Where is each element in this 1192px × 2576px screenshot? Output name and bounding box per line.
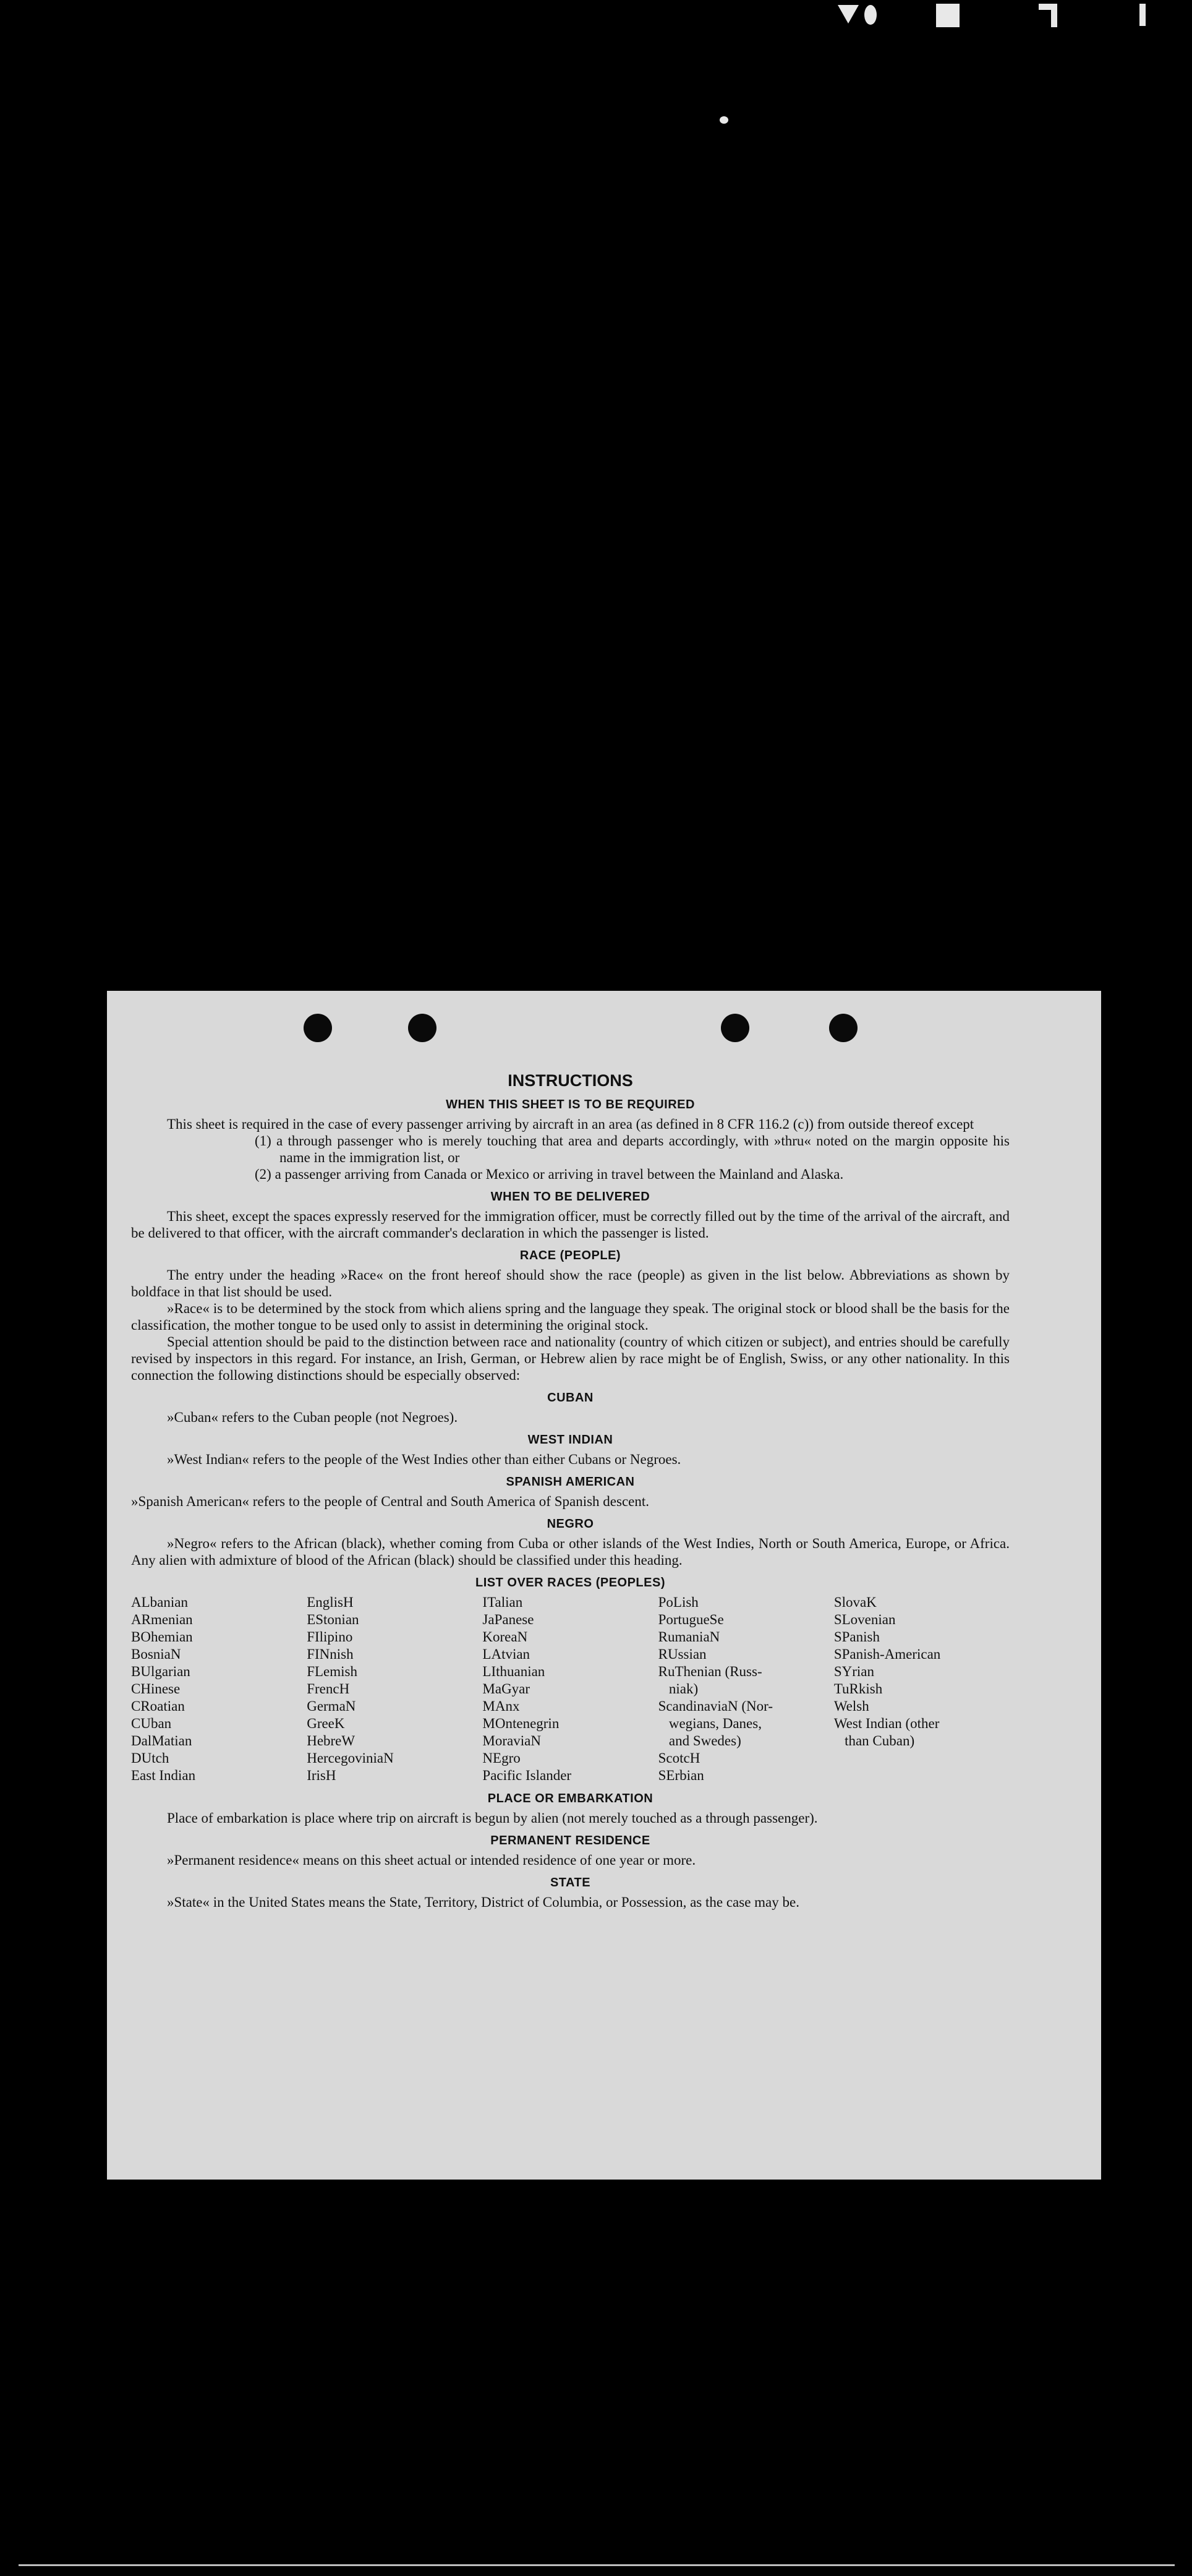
race-entry: IrisH [307, 1768, 336, 1783]
delivered-text: This sheet, except the spaces expressly reserved for the immigration officer, must be correctly filled out by the time of the arrival of the aircraft, and be delivered to that officer, with the aircraft commander's declaration in which the passenger is listed. [131, 1209, 1010, 1241]
punch-hole [304, 1014, 332, 1042]
section-heading-west-indian: WEST INDIAN [527, 1433, 613, 1447]
punch-hole [721, 1014, 749, 1042]
races-list [131, 1594, 1010, 1784]
film-mark-3 [936, 4, 960, 27]
race-entry: SlovaK [833, 1594, 877, 1610]
race-entry: EStonian [307, 1612, 359, 1627]
race-entry: DalMatian [131, 1733, 192, 1748]
race-entry: FINnish [307, 1646, 354, 1662]
race-entry: HercegoviniaN [307, 1750, 394, 1766]
required-intro: This sheet is required in the case of every passenger arriving by aircraft in an area (as defined in 8 CFR 116.2 (c)) from outside thereof except [167, 1116, 974, 1132]
film-mark-5 [1051, 4, 1057, 27]
cuban-text: »Cuban« refers to the Cuban people (not Negroes). [167, 1410, 458, 1425]
race-entry: BosniaN [131, 1646, 181, 1662]
race-entry: MaGyar [482, 1681, 530, 1697]
race-entry: PortugueSe [658, 1612, 724, 1627]
race-entry: MoraviaN [482, 1733, 541, 1748]
race-entry: SPanish [833, 1629, 880, 1645]
race-entry: ALbanian [131, 1594, 188, 1610]
races-column-4 [658, 1594, 834, 1784]
section-heading-state: STATE [550, 1876, 591, 1889]
race-entry: RuThenian (Russ- [658, 1664, 762, 1679]
race-entry: Pacific Islander [482, 1768, 572, 1783]
section-heading-race: RACE (PEOPLE) [519, 1249, 621, 1262]
required-item-2: (2) a passenger arriving from Canada or Mexico or arriving in travel between the Mainland and Alaska. [255, 1166, 844, 1182]
race-entry: KoreaN [482, 1629, 528, 1645]
race-entry: West Indian (other [833, 1716, 940, 1731]
race-entry: EnglisH [307, 1594, 354, 1610]
punch-hole [408, 1014, 436, 1042]
embarkation-text: Place of embarkation is place where trip on aircraft is begun by alien (not merely touched as a through passenger). [167, 1810, 818, 1826]
film-edge-line [19, 2564, 1175, 2566]
race-entry: PoLish [658, 1594, 699, 1610]
races-column-2 [307, 1594, 482, 1784]
section-heading-delivered: WHEN TO BE DELIVERED [490, 1190, 650, 1204]
race-entry: SLovenian [833, 1612, 896, 1627]
spanish-american-text: »Spanish American« refers to the people of Central and South America of Spanish descent. [131, 1494, 650, 1509]
race-entry: SYrian [833, 1664, 874, 1679]
race-entry: RUssian [658, 1646, 707, 1662]
race-entry: Welsh [833, 1698, 869, 1714]
race-entry: MOntenegrin [482, 1716, 560, 1731]
punch-hole [829, 1014, 858, 1042]
race-paragraph-3: Special attention should be paid to the distinction between race and nationality (country of which citizen or subject), and entries should be carefully revised by inspectors in this regard. For instance, an Irish, German, or Hebrew alien by race might be of English, Swiss, or any other nationality. In this connection the following distinctions should be especially observed: [131, 1334, 1010, 1383]
race-entry: CUban [131, 1716, 172, 1731]
race-entry: wegians, Danes, [658, 1716, 762, 1731]
race-entry: SPanish-American [833, 1646, 941, 1662]
race-entry: MAnx [482, 1698, 520, 1714]
race-entry: CHinese [131, 1681, 181, 1697]
state-text: »State« in the United States means the State, Territory, District of Columbia, or Possession, as the case may be. [167, 1894, 799, 1910]
film-mark-2 [864, 5, 877, 25]
section-heading-races-list: LIST OVER RACES (PEOPLES) [475, 1576, 665, 1590]
race-entry: RumaniaN [658, 1629, 720, 1645]
section-heading-embarkation: PLACE OR EMBARKATION [487, 1792, 653, 1805]
document-title: INSTRUCTIONS [508, 1071, 633, 1090]
races-column-3 [482, 1594, 658, 1784]
race-entry: NEgro [482, 1750, 521, 1766]
race-entry: ScandinaviaN (Nor- [658, 1698, 773, 1714]
film-mark-6 [1139, 4, 1146, 26]
west-indian-text: »West Indian« refers to the people of the West Indies other than either Cubans or Negroes. [167, 1452, 681, 1467]
negro-text: »Negro« refers to the African (black), whether coming from Cuba or other islands of the West Indies, North or South America, Europe, or Africa. Any alien with admixture of blood of the African (black) should be classified under this heading. [131, 1536, 1010, 1568]
section-heading-negro: NEGRO [547, 1517, 594, 1531]
race-entry: and Swedes) [658, 1733, 741, 1748]
race-entry: FrencH [307, 1681, 350, 1697]
races-column-1 [131, 1594, 307, 1784]
section-heading-residence: PERMANENT RESIDENCE [490, 1834, 650, 1847]
race-entry: HebreW [307, 1733, 355, 1748]
section-heading-spanish-american: SPANISH AMERICAN [506, 1475, 635, 1489]
race-entry: FLemish [307, 1664, 357, 1679]
race-paragraph-1: The entry under the heading »Race« on the front hereof should show the race (people) as given in the list below. Abbreviations as shown by boldface in that list should be used. [131, 1267, 1010, 1299]
race-entry: BUlgarian [131, 1664, 190, 1679]
instruction-sheet [107, 991, 1101, 2180]
race-paragraph-2: »Race« is to be determined by the stock from which aliens spring and the language they speak. The original stock or blood shall be the basis for the classification, the mother tongue to be used only to assist in determining the original stock. [131, 1301, 1010, 1333]
race-entry: GermaN [307, 1698, 356, 1714]
film-mark-1 [838, 5, 859, 24]
residence-text: »Permanent residence« means on this sheet actual or intended residence of one year or more. [167, 1852, 696, 1868]
race-entry: than Cuban) [833, 1733, 915, 1748]
race-entry: ITalian [482, 1594, 523, 1610]
races-column-5 [834, 1594, 1010, 1784]
race-entry: JaPanese [482, 1612, 534, 1627]
race-entry: FIlipino [307, 1629, 353, 1645]
race-entry: LAtvian [482, 1646, 530, 1662]
race-entry: CRoatian [131, 1698, 185, 1714]
race-entry: BOhemian [131, 1629, 193, 1645]
race-entry: niak) [658, 1681, 699, 1697]
section-heading-required: WHEN THIS SHEET IS TO BE REQUIRED [446, 1098, 695, 1111]
race-entry: LIthuanian [482, 1664, 545, 1679]
race-entry: TuRkish [833, 1681, 883, 1697]
race-entry: GreeK [307, 1716, 345, 1731]
race-entry: ARmenian [131, 1612, 193, 1627]
required-item-1: (1) a through passenger who is merely touching that area and departs accordingly, with »thru« noted on the margin opposite his name in the immigration list, or [255, 1133, 1010, 1165]
race-entry: ScotcH [658, 1750, 700, 1766]
race-entry: DUtch [131, 1750, 169, 1766]
race-entry: East Indian [131, 1768, 196, 1783]
race-entry: SErbian [658, 1768, 704, 1783]
film-speck [720, 116, 728, 124]
section-heading-cuban: CUBAN [547, 1391, 594, 1405]
